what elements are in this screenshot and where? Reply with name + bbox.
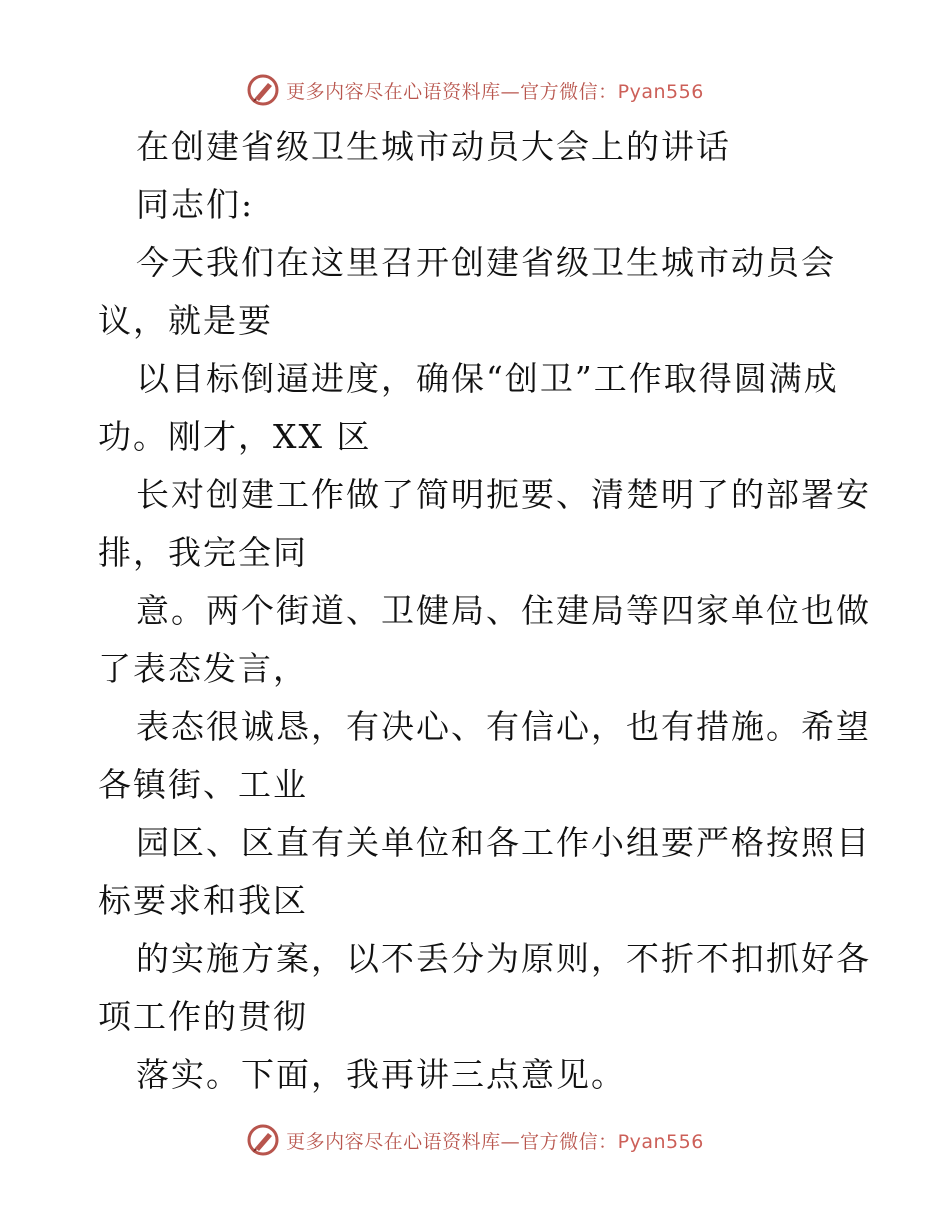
paragraph-line: 表态很诚恳，有决心、有信心，也有措施。希望 xyxy=(136,707,871,746)
paragraph-line: 项工作的贯彻 xyxy=(98,997,308,1036)
pen-logo-icon xyxy=(246,73,280,107)
paragraph-line: 标要求和我区 xyxy=(98,881,308,920)
paragraph-line: 议，就是要 xyxy=(98,301,273,340)
document-title: 在创建省级卫生城市动员大会上的讲话 xyxy=(136,127,731,166)
salutation: 同志们: xyxy=(136,185,255,224)
watermark-text: 更多内容尽在心语资料库—官方微信：Pyan556 xyxy=(286,1130,704,1153)
watermark-text: 更多内容尽在心语资料库—官方微信：Pyan556 xyxy=(286,80,704,103)
paragraph-line: 排，我完全同 xyxy=(98,533,308,572)
paragraph-line: 功。刚才，XX 区 xyxy=(98,417,372,456)
paragraph-line: 意。两个街道、卫健局、住建局等四家单位也做 xyxy=(136,591,871,630)
paragraph-line: 了表态发言， xyxy=(98,649,308,688)
paragraph-line: 园区、区直有关单位和各工作小组要严格按照目 xyxy=(136,823,871,862)
pen-logo-icon xyxy=(246,1123,280,1157)
paragraph-line: 落实。下面，我再讲三点意见。 xyxy=(136,1055,626,1094)
paragraph-line: 以目标倒逼进度，确保“创卫”工作取得圆满成 xyxy=(136,359,839,398)
footer-watermark xyxy=(0,1120,950,1160)
paragraph-line: 各镇街、工业 xyxy=(98,765,308,804)
paragraph-line: 的实施方案，以不丢分为原则，不折不扣抓好各 xyxy=(136,939,871,978)
paragraph-line: 今天我们在这里召开创建省级卫生城市动员会 xyxy=(136,243,836,282)
header-watermark xyxy=(0,70,950,110)
document-body xyxy=(98,118,871,1104)
paragraph-line: 长对创建工作做了简明扼要、清楚明了的部署安 xyxy=(136,475,871,514)
